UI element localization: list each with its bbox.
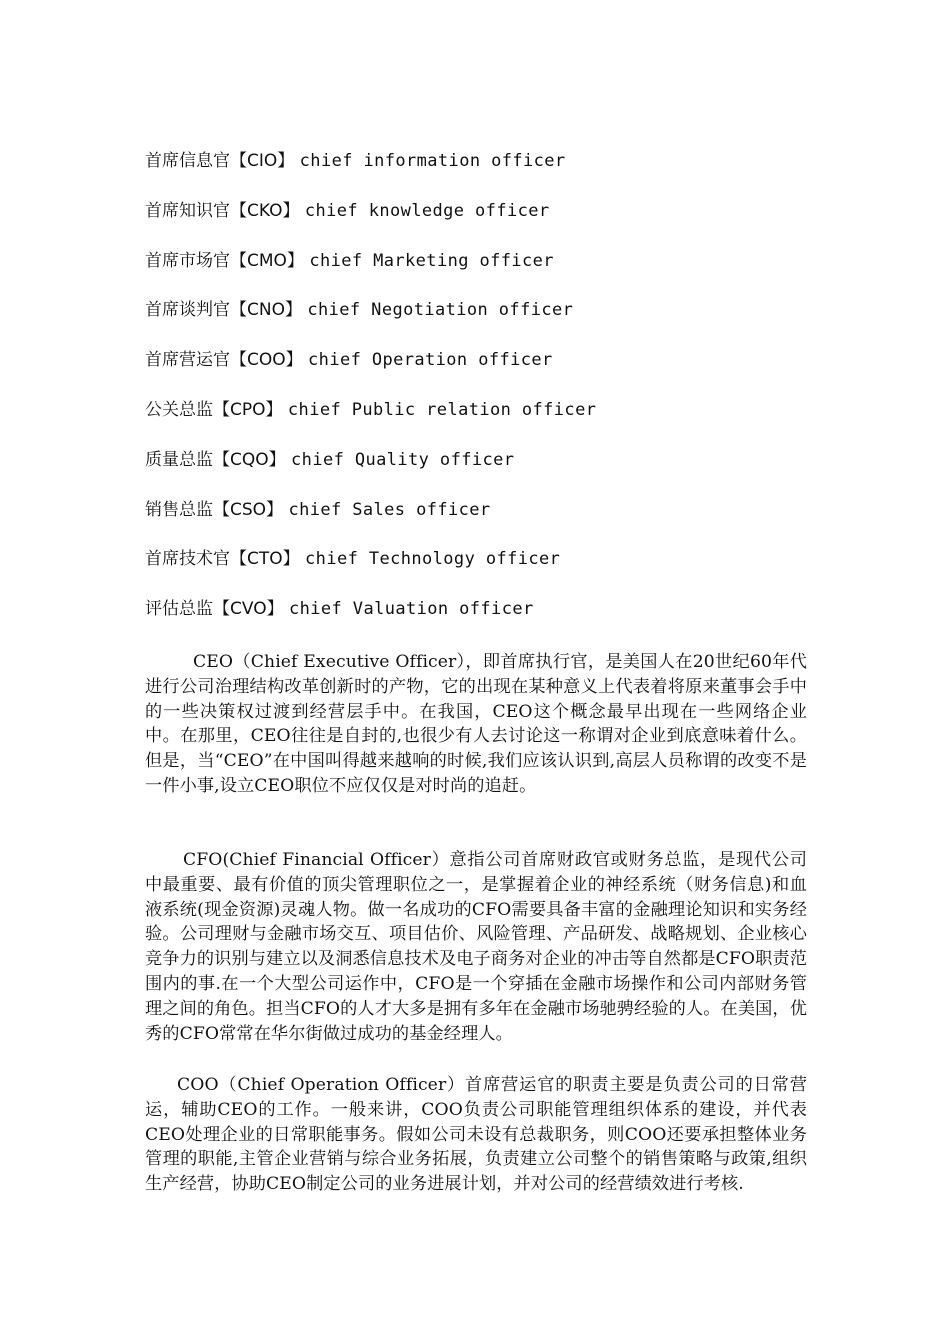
title-line-coo (145, 347, 825, 397)
paragraph-cfo: CFO(Chief Financial Officer）意指公司首席财政官或财务总监，是现代公司中最重要、最有价值的顶尖管理职位之一，是掌握着企业的神经系统（财务信息)和血液系统(现金资源)灵魂人物。做一名成功的CFO需要具备丰富的金融理论知识和实务经验。公司理财与金融市场交互、项目估价、风险管理、产品研发、战略规划、企业核心竞争力的识别与建立以及洞悉信息技术及电子商务对企业的冲击等自然都是CFO职责范围内的事.在一个大型公司运作中，CFO是一个穿插在金融市场操作和公司内部财务管理之间的角色。担当CFO的人才大多是拥有多年在金融市场驰骋经验的人。在美国，优秀的CFO常常在华尔街做过成功的基金经理人。 (145, 850, 807, 1044)
title-en: chief Technology officer (305, 549, 561, 570)
title-line-cvo (145, 596, 825, 646)
title-line-cso (145, 497, 825, 547)
title-en: chief information officer (299, 151, 566, 171)
title-en: chief Valuation officer (289, 599, 534, 620)
title-zh: 首席市场官【CMO】 (145, 250, 304, 271)
title-zh: 首席技术官【CTO】 (145, 549, 300, 570)
paragraph-coo: COO（Chief Operation Officer）首席营运官的职责主要是负责公司的日常营运，辅助CEO的工作。一般来讲，COO负责公司职能管理组织体系的建设，并代表CEO处理企业的日常职能事务。假如公司未设有总裁职务，则COO还要承担整体业务管理的职能,主管企业营销与综合业务拓展，负责建立公司整个的销售策略与政策,组织生产经营，协助CEO制定公司的业务进展计划，并对公司的经营绩效进行考核. (145, 1075, 807, 1195)
title-zh: 销售总监【CSO】 (145, 499, 284, 520)
title-zh: 质量总监【CQO】 (145, 449, 286, 470)
title-zh: 公关总监【CPO】 (145, 399, 283, 420)
title-en: chief Sales officer (288, 499, 491, 520)
title-zh: 首席谈判官【CNO】 (145, 300, 302, 321)
title-en: chief Public relation officer (287, 399, 597, 420)
title-en: chief Negotiation officer (307, 300, 574, 321)
title-line-cko (145, 198, 825, 248)
title-en: chief Quality officer (291, 449, 515, 470)
title-zh: 首席信息官【CIO】 (145, 151, 295, 171)
title-line-cmo (145, 248, 825, 298)
title-line-cqo (145, 447, 825, 497)
title-zh: 首席知识官【CKO】 (145, 200, 300, 221)
title-en: chief Operation officer (308, 350, 553, 371)
title-en: chief Marketing officer (309, 250, 554, 271)
title-zh: 评估总监【CVO】 (145, 599, 284, 620)
title-zh: 首席营运官【COO】 (145, 350, 303, 371)
title-en: chief knowledge officer (304, 200, 550, 221)
title-line-cio (145, 148, 825, 198)
title-line-cpo (145, 397, 825, 447)
title-line-cto (145, 546, 825, 596)
title-line-cno (145, 297, 825, 347)
paragraph-ceo: CEO（Chief Executive Officer），即首席执行官，是美国人在20世纪60年代进行公司治理结构改革创新时的产物，它的出现在某种意义上代表着将原来董事会手中的一些决策权过渡到经营层手中。在我国，CEO这个概念最早出现在一些网络企业中。在那里，CEO往往是自封的,也很少有人去讨论这一称谓对企业到底意味着什么。但是，当“CEO”在中国叫得越来越响的时候,我们应该认识到,高层人员称谓的改变不是一件小事,设立CEO职位不应仅仅是对时尚的追赶。 (145, 652, 807, 796)
officer-title-list (145, 148, 825, 646)
